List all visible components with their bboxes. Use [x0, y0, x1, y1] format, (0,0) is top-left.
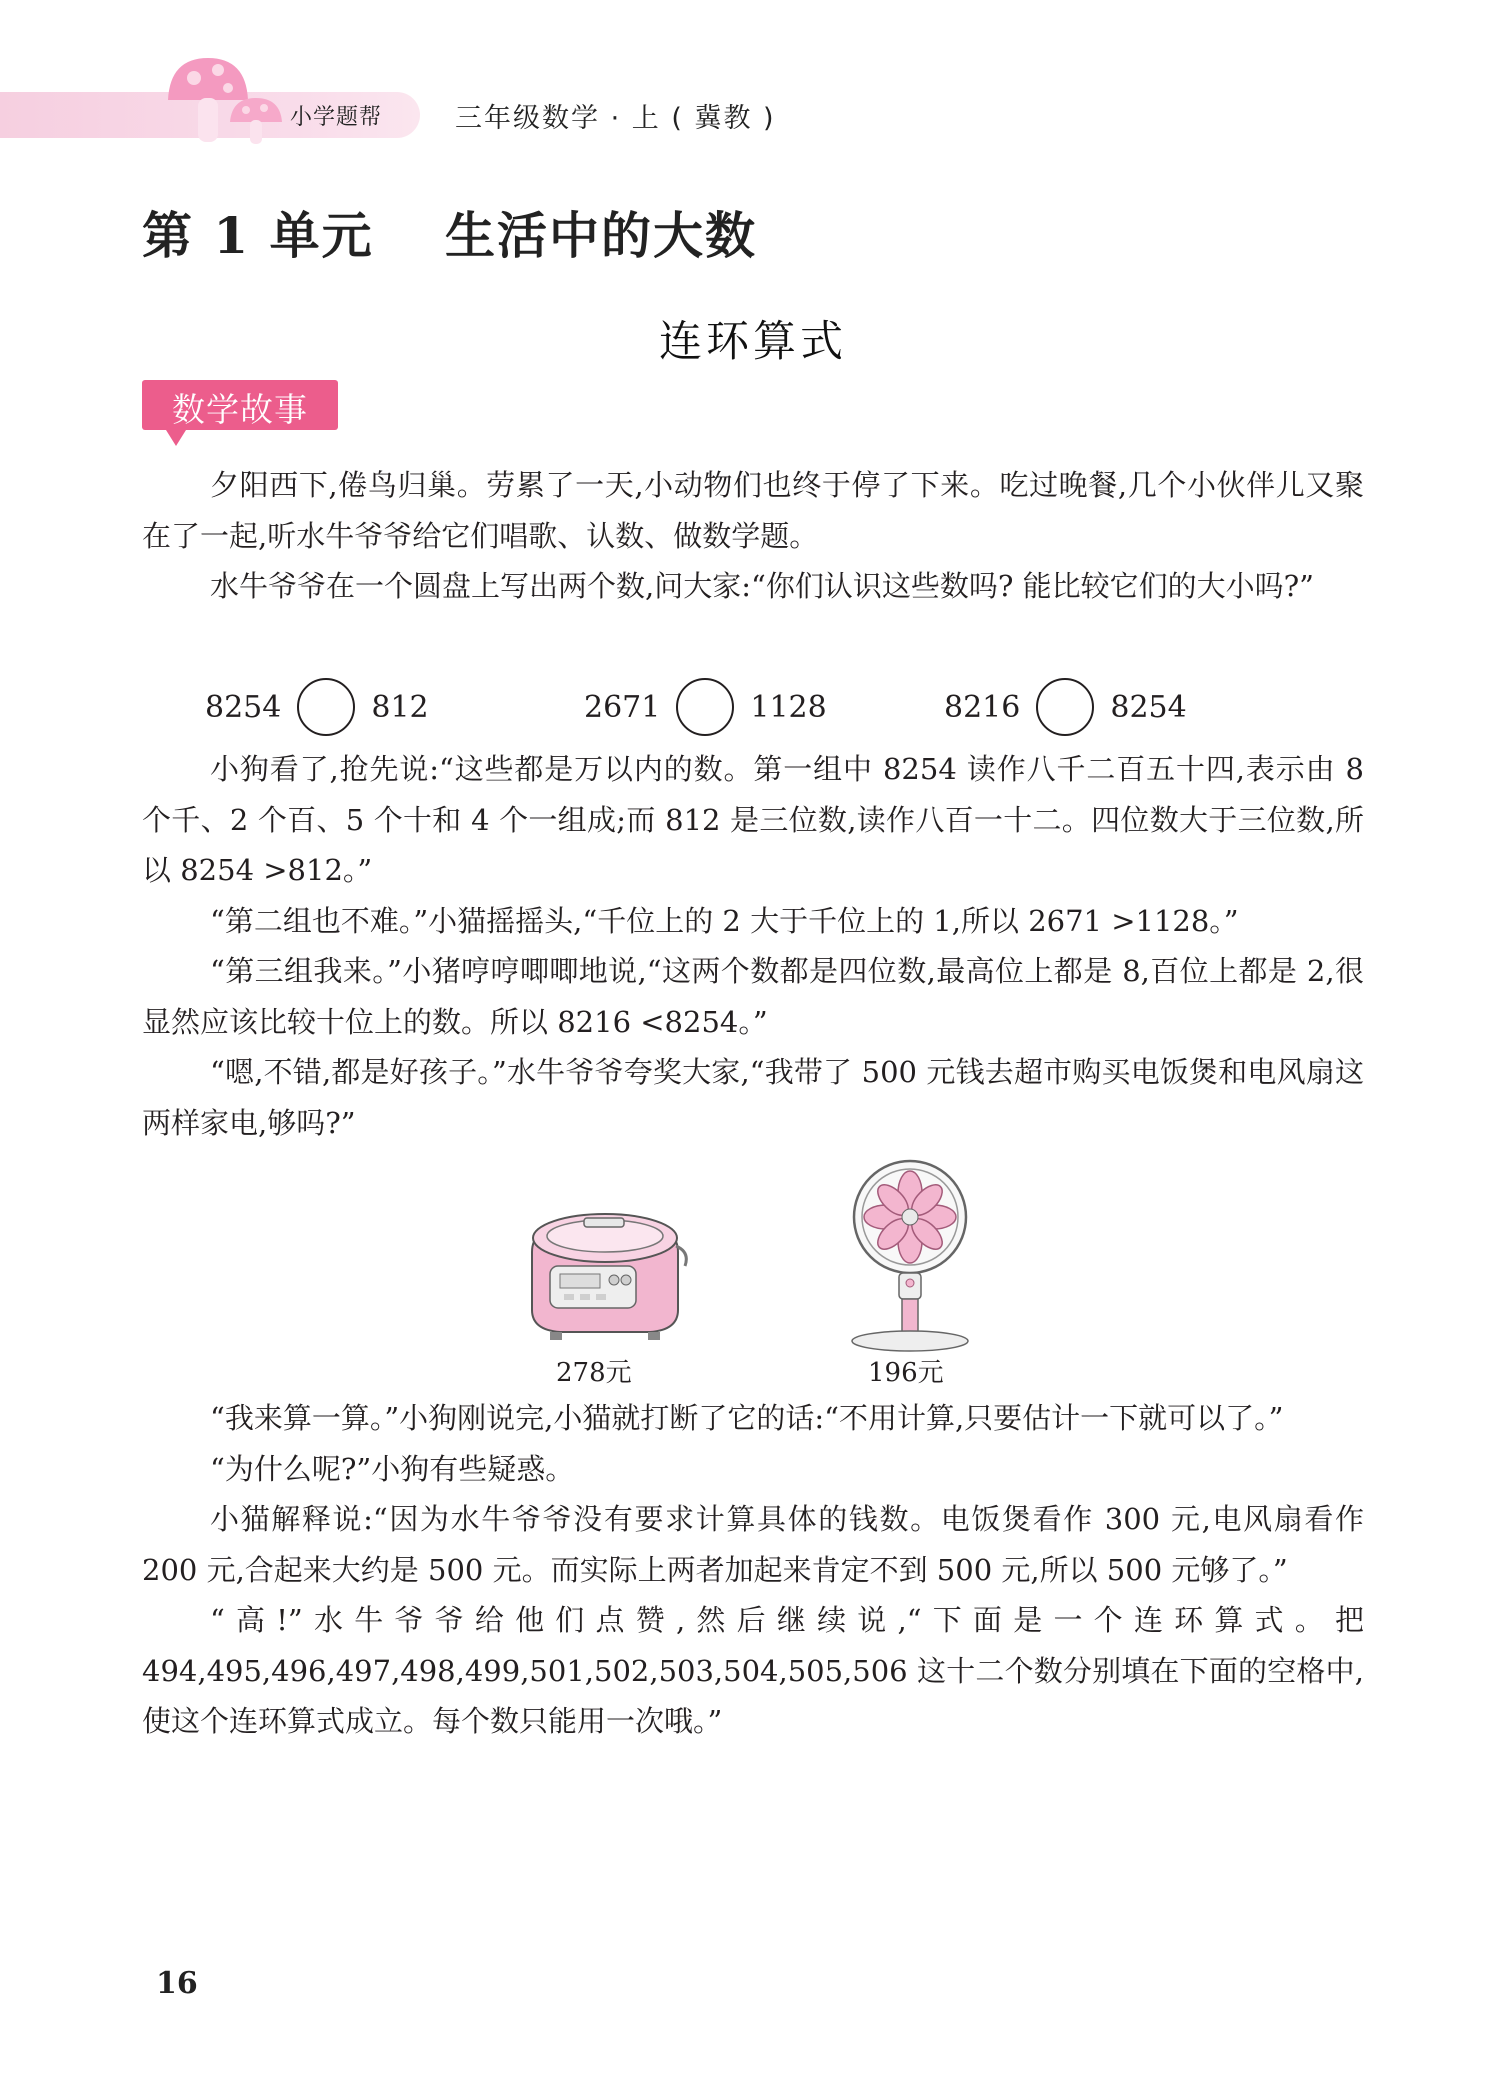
comparison-row — [0, 676, 1506, 738]
story-paragraph: 小猫解释说:“因为水牛爷爷没有要求计算具体的钱数。电饭煲看作 300 元,电风扇看作 200 元,合起来大约是 500 元。而实际上两者加起来肯定不到 500 元,所以 500 元够了。” — [142, 1502, 1364, 1587]
story-dialogue — [142, 744, 1364, 1148]
story-paragraph: “第三组我来。”小猪哼哼唧唧地说,“这两个数都是四位数,最高位上都是 8,百位上都是 2,很显然应该比较十位上的数。所以 8216 <8254。” — [142, 954, 1364, 1039]
comparison-group — [944, 676, 1187, 738]
story-conclusion — [142, 1393, 1364, 1747]
story-paragraph: 小狗看了,抢先说:“这些都是万以内的数。第一组中 8254 读作八千二百五十四,表示由 8 个千、2 个百、5 个十和 4 个一组成;而 812 是三位数,读作八百一十二。四位数大于三位数,所以 8254 >812。” — [142, 752, 1364, 887]
rice-cooker-icon — [520, 1200, 690, 1350]
unit-title: 第 1 单元 生活中的大数 — [142, 206, 758, 265]
comparison-blank-circle[interactable] — [297, 678, 355, 736]
fan-price: 196元 — [868, 1358, 944, 1388]
section-tag-label: 数学故事 — [172, 390, 308, 429]
section-tag — [142, 380, 338, 430]
story-intro — [142, 460, 1364, 612]
story-paragraph: “我来算一算。”小狗刚说完,小猫就打断了它的话:“不用计算,只要估计一下就可以了。” — [210, 1401, 1284, 1435]
mushroom-decoration-icon — [160, 52, 300, 150]
comparison-group — [205, 676, 429, 738]
comparison-right: 8254 — [1110, 689, 1187, 725]
header-tag: 小学题帮 — [290, 105, 383, 130]
story-paragraph: 水牛爷爷在一个圆盘上写出两个数,问大家:“你们认识这些数吗? 能比较它们的大小吗?” — [210, 569, 1314, 603]
comparison-left: 8254 — [205, 689, 282, 725]
story-paragraph: “嗯,不错,都是好孩子。”水牛爷爷夸奖大家,“我带了 500 元钱去超市购买电饭煲和电风扇这两样家电,够吗?” — [142, 1055, 1364, 1140]
comparison-left: 8216 — [944, 689, 1021, 725]
comparison-right: 812 — [371, 689, 429, 725]
rice-cooker-price: 278元 — [556, 1358, 632, 1388]
page-number: 16 — [156, 1966, 198, 2001]
book-title: 三年级数学 · 上 ( 冀教 ) — [455, 103, 776, 134]
story-paragraph: “高!”水牛爷爷给他们点赞,然后继续说,“下面是一个连环算式。把 494,495,496,497,498,499,501,502,503,504,505,506 这十二个数分别填在下面的空格中,使这个连环算式成立。每个数只能用一次哦。” — [142, 1603, 1364, 1738]
story-paragraph: “为什么呢?”小狗有些疑惑。 — [210, 1451, 575, 1486]
comparison-blank-circle[interactable] — [1036, 678, 1094, 736]
comparison-blank-circle[interactable] — [676, 678, 734, 736]
story-paragraph: “第二组也不难。”小猫摇摇头,“千位上的 2 大于千位上的 1,所以 2671 >1128。” — [210, 903, 1239, 938]
story-paragraph: 夕阳西下,倦鸟归巢。劳累了一天,小动物们也终于停了下来。吃过晚餐,几个小伙伴儿又聚在了一起,听水牛爷爷给它们唱歌、认数、做数学题。 — [142, 468, 1364, 553]
comparison-left: 2671 — [584, 689, 661, 725]
electric-fan-icon — [845, 1155, 975, 1355]
lesson-title: 连环算式 — [659, 317, 847, 367]
comparison-group — [584, 676, 827, 738]
comparison-right: 1128 — [750, 689, 827, 725]
